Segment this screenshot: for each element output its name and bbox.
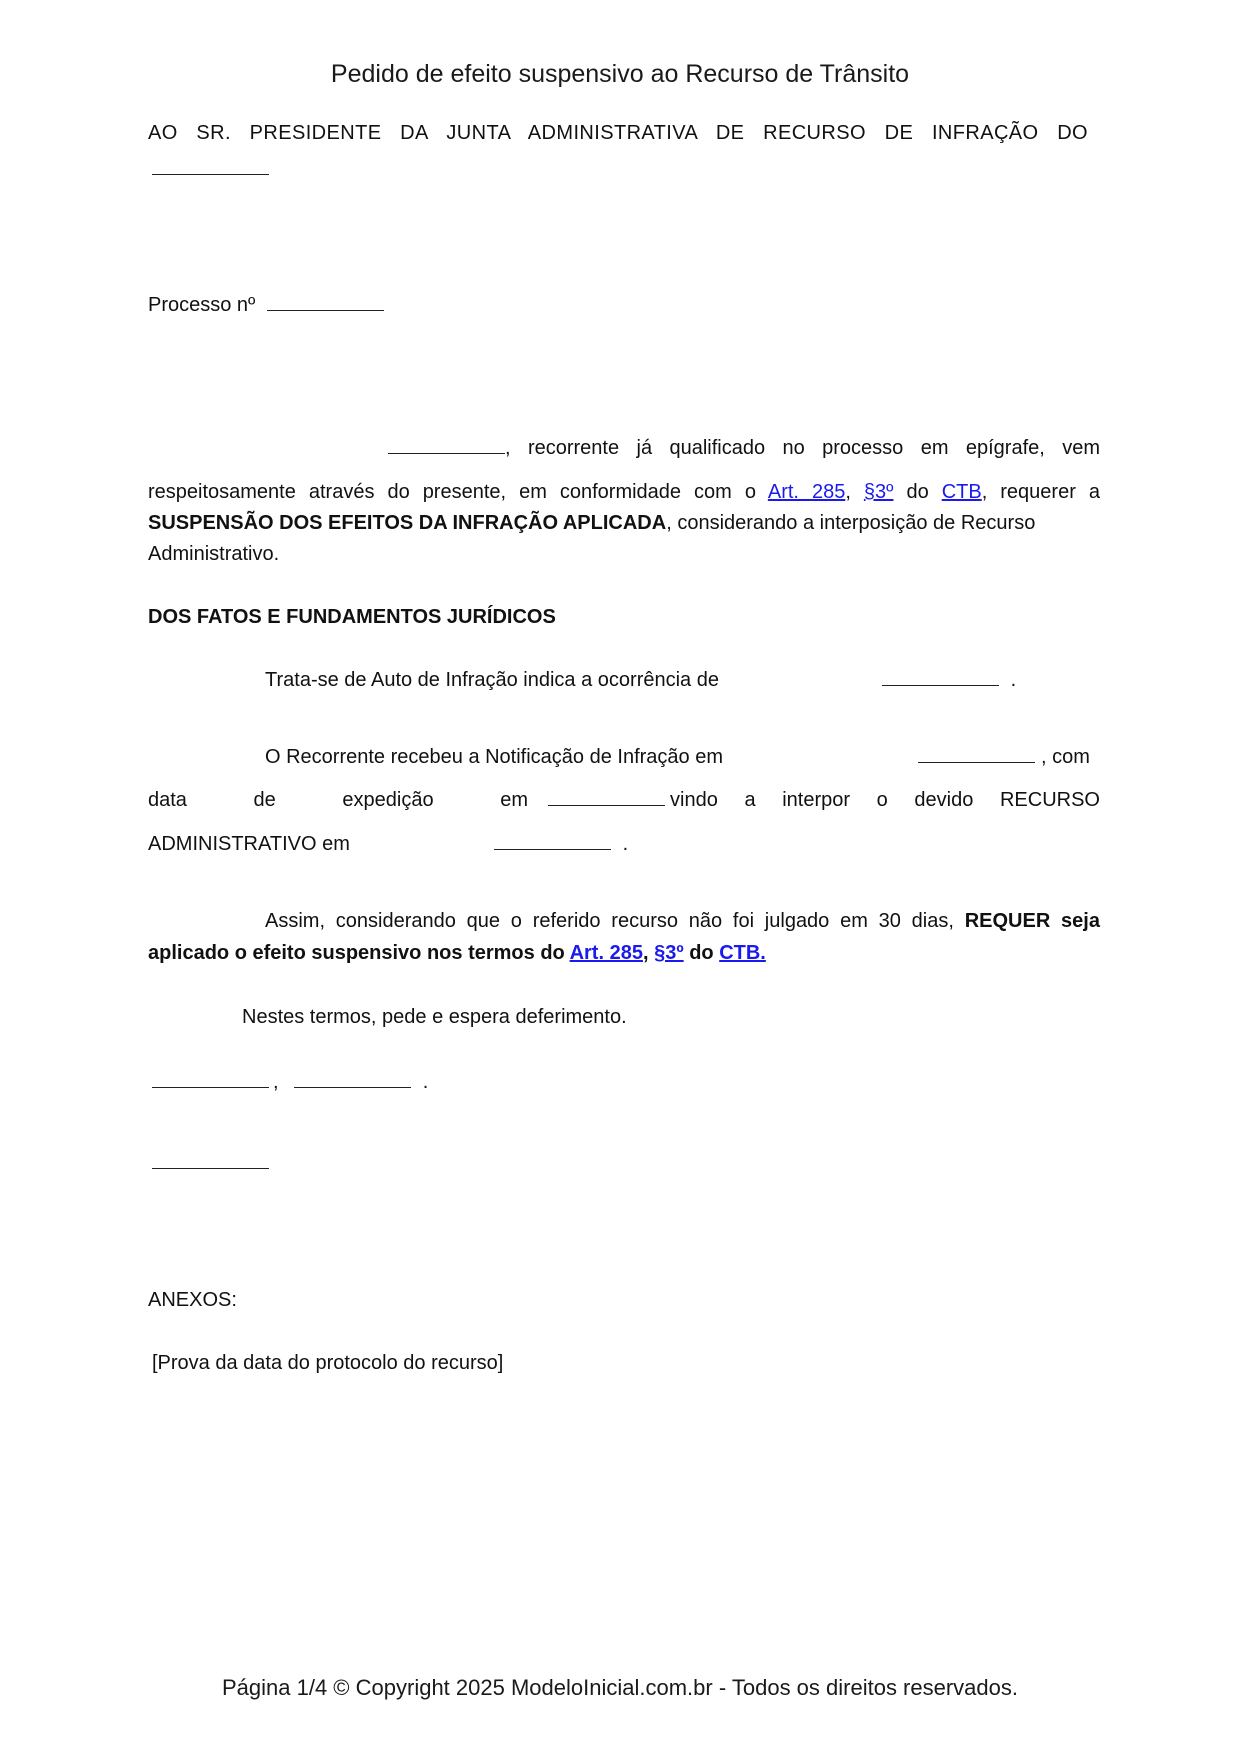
para2-line2-a-row bbox=[148, 789, 528, 811]
occurrence-blank bbox=[882, 669, 999, 686]
para3-comma: , bbox=[642, 942, 649, 964]
para2-line2-a: data de expedição em bbox=[148, 789, 528, 811]
process-label: Processo nº bbox=[148, 294, 256, 316]
para2-line1-end-row bbox=[918, 746, 1090, 768]
para3-do: do bbox=[689, 942, 714, 964]
signature-blank bbox=[152, 1152, 269, 1169]
section-heading: DOS FATOS E FUNDAMENTOS JURÍDICOS bbox=[148, 606, 556, 628]
place-date-row bbox=[152, 1071, 428, 1093]
para3-line1-row bbox=[265, 910, 1100, 932]
expedition-date-blank bbox=[548, 789, 665, 806]
attachments-label: ANEXOS: bbox=[148, 1289, 237, 1311]
addressee-line: AO SR. PRESIDENTE DA JUNTA ADMINISTRATIVA DE RECURSO DE INFRAÇÃO DO bbox=[148, 122, 1088, 144]
intro-line2-prefix: respeitosamente através do presente, em conformidade com o bbox=[148, 481, 756, 503]
intro-line1-text: , recorrente já qualificado no processo em epígrafe, vem bbox=[505, 437, 1100, 459]
paragraph-3-link[interactable]: §3º bbox=[863, 481, 894, 503]
para2-line3: ADMINISTRATIVO em bbox=[148, 833, 350, 855]
ctb-link[interactable]: CTB bbox=[941, 481, 982, 503]
appeal-date-blank bbox=[494, 833, 611, 850]
para3-line1: Assim, considerando que o referido recurso não foi julgado em 30 dias, bbox=[265, 910, 954, 932]
process-blank bbox=[267, 294, 384, 311]
intro-comma: , bbox=[845, 481, 851, 503]
para2-line2-b-row bbox=[670, 789, 1100, 811]
intro-line3-suffix: , considerando a interposição de Recurso bbox=[666, 512, 1036, 534]
para3-line2-text: aplicado o efeito suspensivo nos termos do bbox=[148, 942, 565, 964]
process-label-row bbox=[148, 294, 384, 316]
intro-line-3 bbox=[148, 512, 1100, 534]
recorrente-blank bbox=[388, 437, 505, 454]
attachment-item: [Prova da data do protocolo do recurso] bbox=[152, 1352, 504, 1374]
para2-line1: O Recorrente recebeu a Notificação de Infração em bbox=[265, 746, 724, 768]
para2-line1-end: , com bbox=[1041, 746, 1090, 768]
para1-end: . bbox=[1010, 669, 1017, 691]
para2-line3-end-row bbox=[494, 833, 628, 855]
intro-line-1 bbox=[388, 437, 1100, 459]
place-date-comma: , bbox=[273, 1071, 279, 1093]
para3-line2 bbox=[148, 942, 766, 964]
para3-art-285-link[interactable]: Art. 285 bbox=[569, 942, 643, 964]
para1-end-row bbox=[882, 669, 1016, 691]
place-blank bbox=[152, 1071, 269, 1088]
document-title: Pedido de efeito suspensivo ao Recurso de Trânsito bbox=[330, 60, 910, 88]
notification-date-blank bbox=[918, 746, 1035, 763]
para3-ctb-link[interactable]: CTB. bbox=[719, 942, 766, 964]
suspension-bold-phrase: SUSPENSÃO DOS EFEITOS DA INFRAÇÃO APLICADA bbox=[148, 512, 667, 534]
intro-do: do bbox=[906, 481, 929, 503]
intro-line-2 bbox=[148, 481, 1100, 503]
place-date-end: . bbox=[422, 1071, 429, 1093]
intro-line-4: Administrativo. bbox=[148, 543, 280, 565]
para3-line1-bold: REQUER seja bbox=[964, 910, 1100, 932]
page-footer: Página 1/4 © Copyright 2025 ModeloInicial.com.br - Todos os direitos reservados. bbox=[222, 1675, 1018, 1700]
closing-text: Nestes termos, pede e espera deferimento. bbox=[242, 1006, 627, 1028]
para1-text: Trata-se de Auto de Infração indica a ocorrência de bbox=[265, 669, 719, 691]
addressee-blank bbox=[152, 158, 269, 175]
intro-line2-suffix: , requerer a bbox=[981, 481, 1100, 503]
art-285-link[interactable]: Art. 285 bbox=[767, 481, 846, 503]
para2-line3-end: . bbox=[622, 833, 629, 855]
para2-line2-b: vindo a interpor o devido RECURSO bbox=[670, 789, 1100, 811]
para3-paragraph-3-link[interactable]: §3º bbox=[654, 942, 684, 964]
date-blank bbox=[294, 1071, 411, 1088]
